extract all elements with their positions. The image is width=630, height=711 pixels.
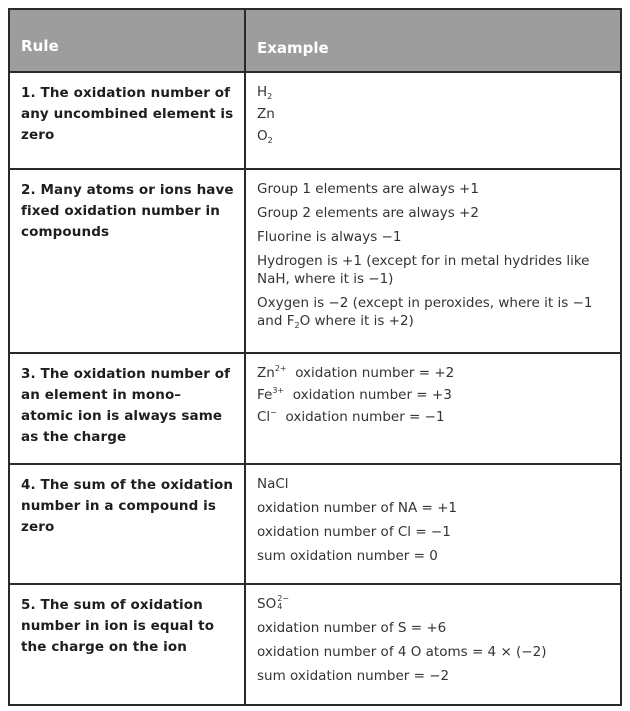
ion-symbol: Fe	[257, 387, 273, 403]
formula-base: SO	[257, 596, 277, 612]
example-line: Group 2 elements are always +2	[257, 205, 479, 221]
rule-cell: 5. The sum of oxidation number in ion is equal to the charge on the ion	[10, 585, 246, 704]
example-line: Fluorine is always −1	[257, 229, 402, 245]
example-line: sum oxidation number = 0	[257, 548, 438, 564]
formula-subscript: 2	[267, 136, 273, 145]
example-line: Hydrogen is +1 (except for in metal hydrides like NaH, where it is −1)	[257, 253, 590, 287]
oxidation-rules-table	[8, 8, 622, 706]
example-line: NaCl	[257, 476, 289, 492]
table-row	[10, 465, 620, 585]
rule-cell: 4. The sum of the oxidation number in a compound is zero	[10, 465, 246, 583]
rule-cell: 3. The oxidation number of an element in mono– atomic ion is always same as the charge	[10, 354, 246, 463]
ion-charge-stack	[277, 595, 289, 611]
example-line: oxidation number of 4 O atoms = 4 × (−2)	[257, 644, 547, 660]
formula-subscript: 2	[294, 321, 300, 330]
example-line	[257, 83, 610, 101]
example-line: Group 1 elements are always +1	[257, 181, 479, 197]
example-line	[257, 408, 610, 426]
ion-symbol: Zn	[257, 365, 275, 381]
ion-symbol: Cl	[257, 409, 271, 425]
table-row	[10, 73, 620, 170]
formula-base: O	[257, 128, 268, 144]
example-text: oxidation number = −1	[285, 409, 445, 425]
ion-charge: −	[270, 408, 277, 417]
example-line: sum oxidation number = −2	[257, 668, 450, 684]
example-line	[257, 105, 610, 123]
example-line: oxidation number of NA = +1	[257, 500, 457, 516]
table-row	[10, 585, 620, 704]
ion-charge: 3+	[272, 386, 285, 395]
example-cell	[246, 354, 620, 463]
example-cell	[246, 585, 620, 704]
example-line	[257, 127, 610, 145]
example-text: oxidation number = +2	[295, 365, 455, 381]
example-line	[257, 595, 610, 613]
formula-subscript: 2	[267, 92, 273, 101]
header-example: Example	[257, 39, 329, 57]
example-line: oxidation number of Cl = −1	[257, 524, 451, 540]
formula-subscript: 4	[277, 602, 283, 611]
example-line	[257, 294, 610, 330]
table-row	[10, 170, 620, 354]
example-cell	[246, 170, 620, 352]
formula-base: H	[257, 84, 268, 100]
table-row	[10, 354, 620, 465]
rule-cell: 1. The oxidation number of any uncombined element is zero	[10, 73, 246, 168]
formula-base: Zn	[257, 106, 275, 122]
example-line	[257, 364, 610, 382]
example-cell	[246, 73, 620, 168]
table-header-row	[10, 10, 620, 73]
example-text: O where it is +2)	[299, 313, 414, 329]
example-cell	[246, 465, 620, 583]
example-line: oxidation number of S = +6	[257, 620, 447, 636]
example-line	[257, 386, 610, 404]
example-text: Oxygen is −2 (except in peroxides, where it is −1 and F	[257, 295, 593, 329]
ion-charge: 2+	[274, 364, 287, 373]
header-rule: Rule	[10, 10, 246, 71]
ion-charge: 2−	[277, 594, 289, 603]
example-text: oxidation number = +3	[292, 387, 452, 403]
rule-cell: 2. Many atoms or ions have fixed oxidation number in compounds	[10, 170, 246, 352]
